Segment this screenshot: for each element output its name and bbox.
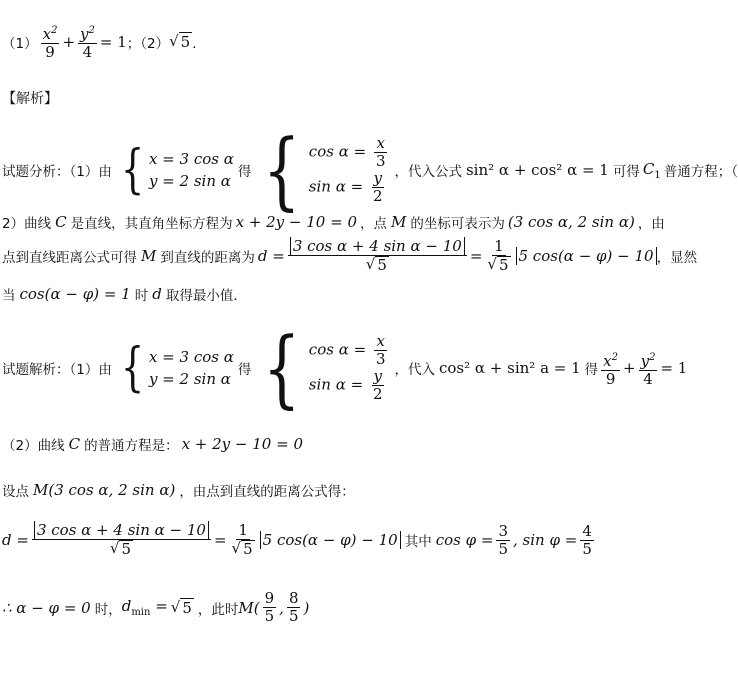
c1-symbol: $C_1$ [642,159,661,181]
solution-line-1: 试题解析：（1）由 { x = 3 cos α y = 2 sin α 得 { cos α = $\frac{x}{3}$ sin α = $\frac{y}{2}$ ，代入 cos² α + sin² a = 1 得 $\frac{x^2}{9}$ + $\frac{y^2}{4}$ = 1 [2,319,688,417]
answer-line: （1） $\frac{x^2}{9}$ + $\frac{y^2}{4}$ = 1 ；（2） √ 5 ． [2,22,206,61]
frac-x2-9: $\frac{x^2}{9}$ [41,22,60,61]
identity-formula: sin² α + cos² α = 1 [465,161,609,179]
sqrt-5: √ 5 [169,32,191,51]
solution-final-line: ∴ α − φ = 0 时， $d_{min}$ = √ 5 ，此时 M( $\frac{9}{5}$ , $\frac{8}{5}$ ) [2,589,310,625]
analysis-line-3: 点到直线距离公式可得 M 到直线的距离为 d = 3 cos α + 4 sin α − 10 √ 5 = 1 √ 5 5 cos(α − φ) − 10 ，显然 [2,237,698,274]
analysis-line-2: 2）曲线 C 是直线，其直角坐标方程为 x + 2y − 10 = 0 ，点 M 的坐标可表示为 (3 cos α, 2 sin α) ，由 [2,213,665,232]
distance-fraction: 3 cos α + 4 sin α − 10 √ 5 [288,238,467,274]
analysis-line-1: 试题分析：（1）由 { x = 3 cos α y = 2 sin α 得 { cos α = $\frac{x}{3}$ sin α = $\frac{y}{2}$ ，代入公式 sin² α + cos² α = 1 可得 $C_1$ 普通方程；（ [2,121,738,219]
analysis-line-4: 当 cos(α − φ) = 1 时 d 取得最小值． [2,285,247,304]
frac-y2-4: $\frac{y^2}{4}$ [78,22,97,61]
param-system: { x = 3 cos α y = 2 sin α [120,140,234,200]
cos-sin-system: { cos α = $\frac{x}{3}$ sin α = $\frac{y}{2}$ [263,121,386,219]
solution-distance-line: d = 3 cos α + 4 sin α − 10 √ 5 = 1 √ 5 5 cos(α − φ) − 10 其中 cos φ = $\frac{3}{5}$ , sin φ = $\frac{4}{5}$ [2,521,592,558]
answer-part1-label: （1） [2,35,38,52]
solution-part2: （2）曲线 C 的普通方程是： x + 2y − 10 = 0 [2,435,303,454]
analysis-heading: 【解析】 [2,91,58,107]
answer-part2-label: ；（2） [126,35,170,52]
solution-point-line: 设点 M(3 cos α, 2 sin α) ，由点到直线的距离公式得： [2,481,355,500]
